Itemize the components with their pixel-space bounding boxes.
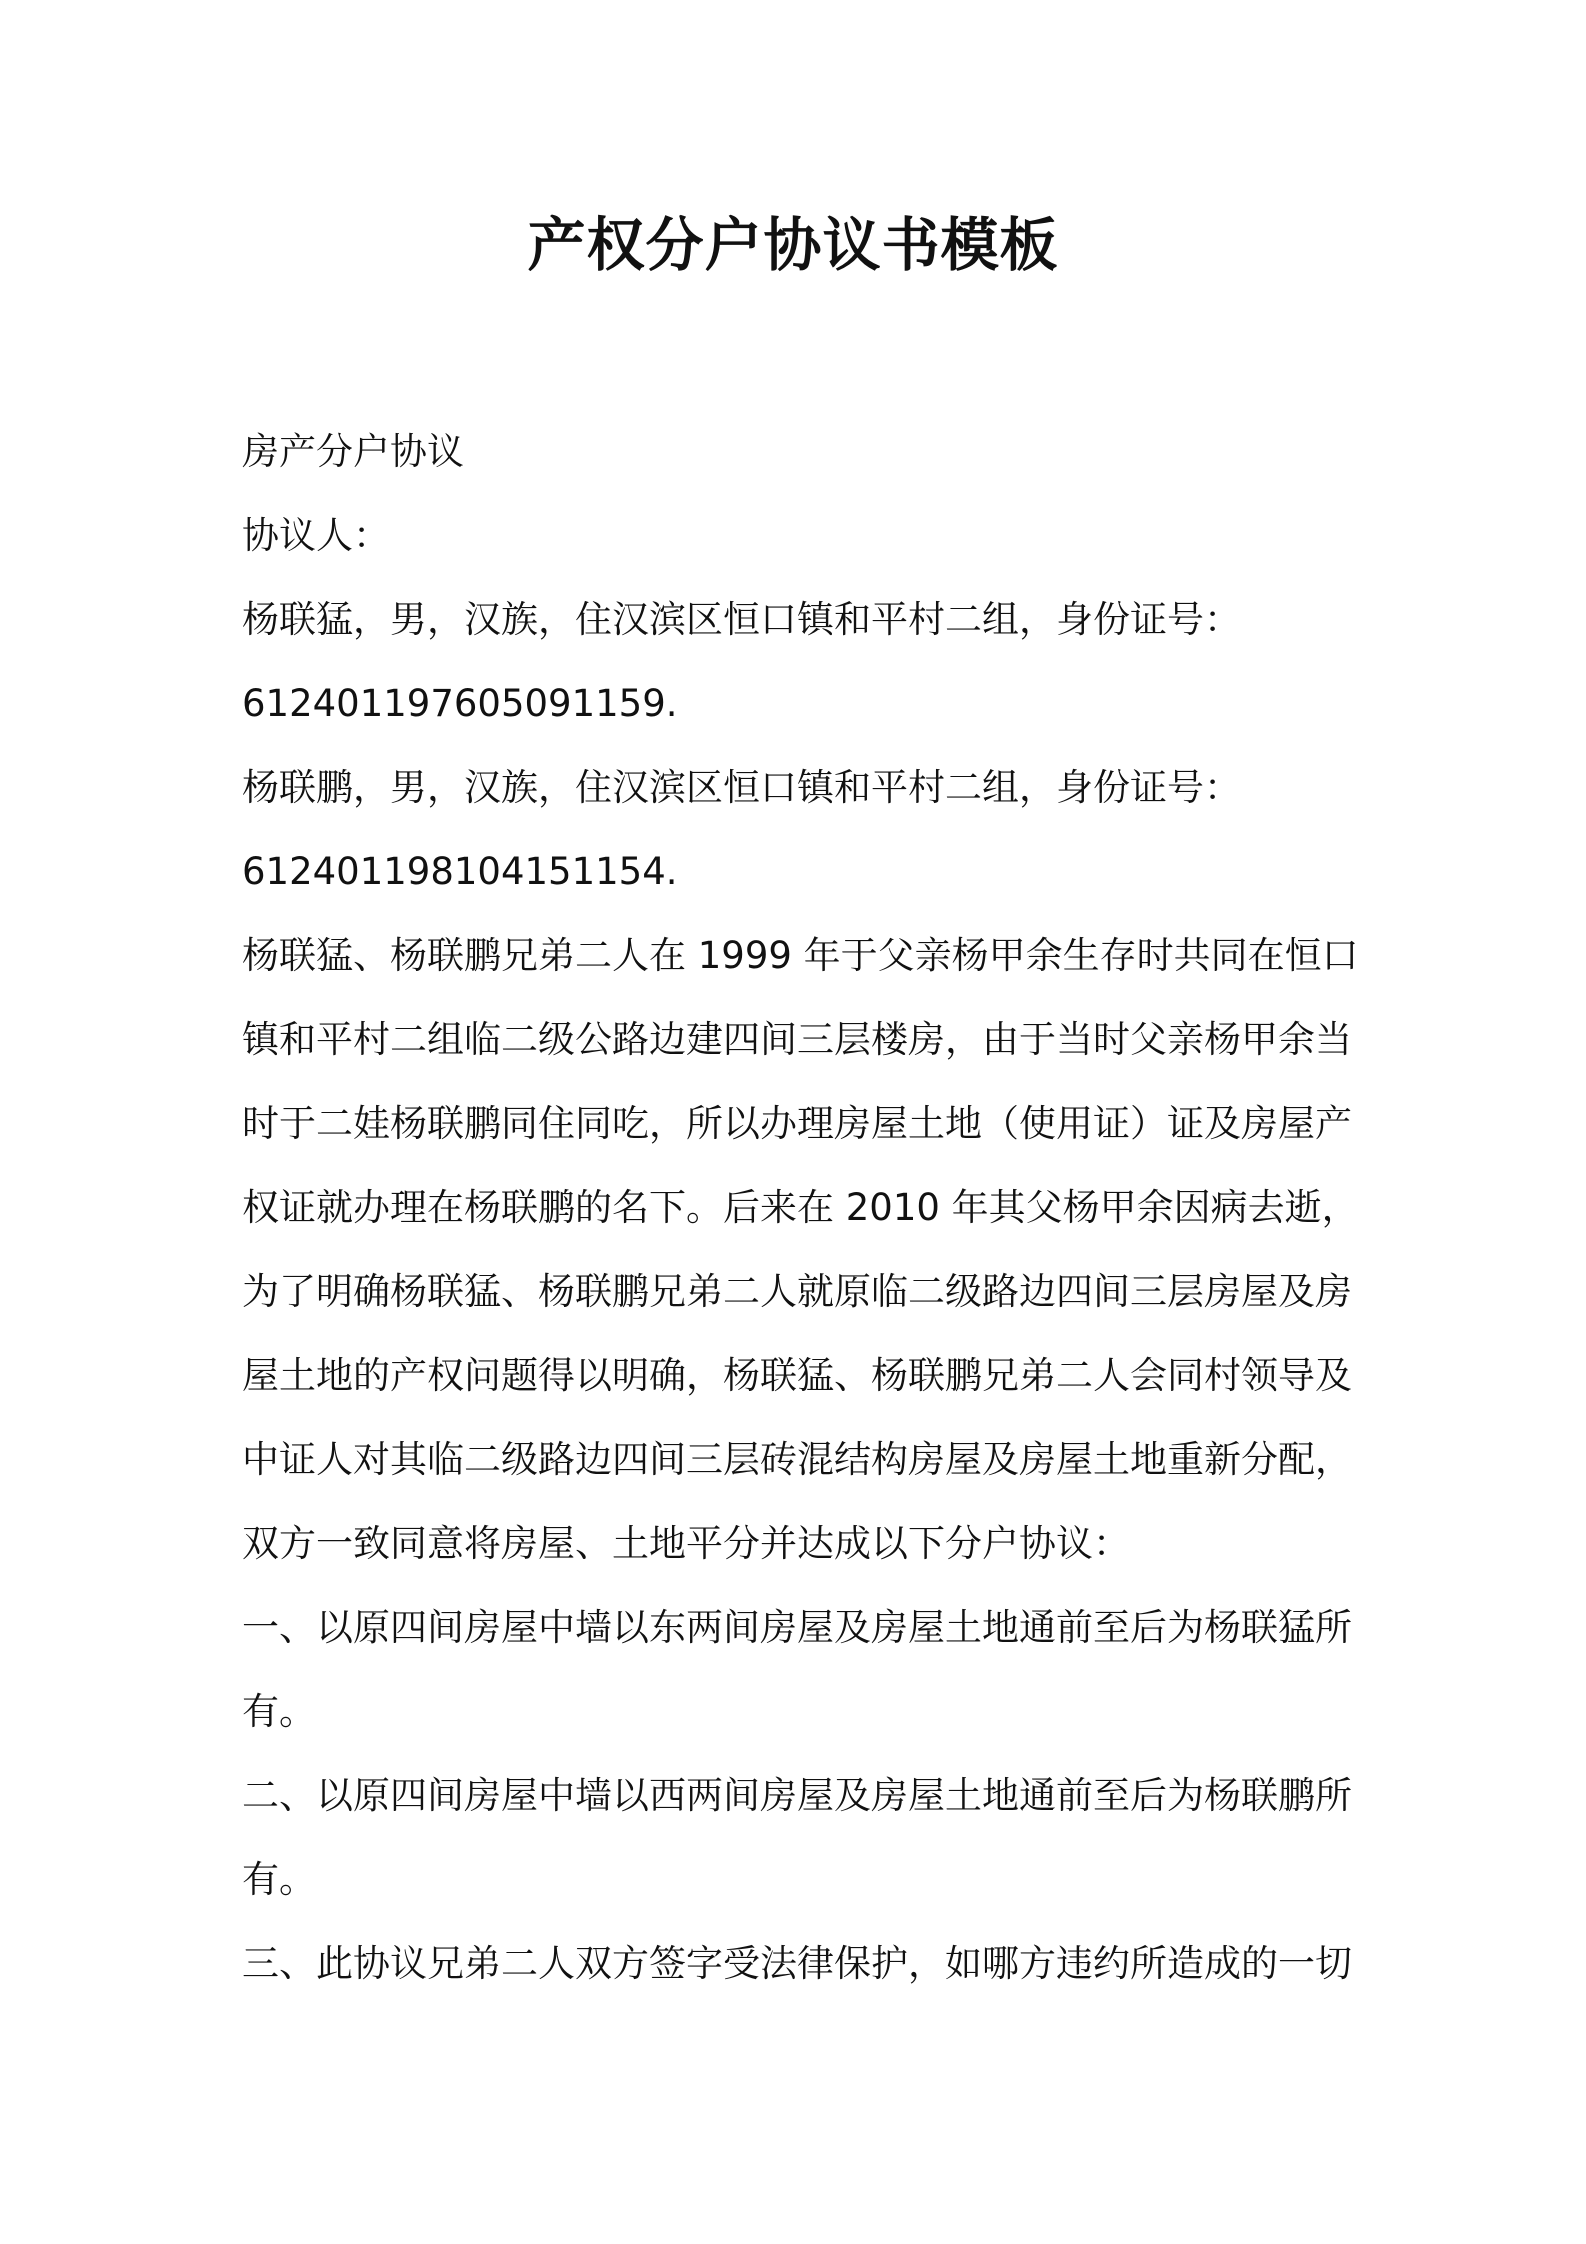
heading-agreement: 房产分户协议	[242, 430, 464, 473]
paragraph-line: 镇和平村二组临二级公路边建四间三层楼房，由于当时父亲杨甲余当	[242, 1018, 1352, 1061]
party-2-id-number: 612401198104151154.	[242, 850, 678, 893]
clause-1-continued: 有。	[242, 1690, 316, 1733]
clause-2: 二、以原四间房屋中墙以西两间房屋及房屋土地通前至后为杨联鹏所	[242, 1774, 1352, 1817]
parties-label: 协议人：	[242, 514, 390, 557]
party-1-id-number: 612401197605091159.	[242, 682, 678, 725]
paragraph-line: 时于二娃杨联鹏同住同吃，所以办理房屋土地（使用证）证及房屋产	[242, 1102, 1352, 1145]
clause-1: 一、以原四间房屋中墙以东两间房屋及房屋土地通前至后为杨联猛所	[242, 1606, 1352, 1649]
party-1-info: 杨联猛，男，汉族，住汉滨区恒口镇和平村二组，身份证号：	[242, 598, 1241, 641]
paragraph-line: 中证人对其临二级路边四间三层砖混结构房屋及房屋土地重新分配，	[242, 1438, 1352, 1481]
clause-2-continued: 有。	[242, 1858, 316, 1901]
paragraph-line: 权证就办理在杨联鹏的名下。后来在 2010 年其父杨甲余因病去逝，	[242, 1186, 1359, 1229]
clause-3: 三、此协议兄弟二人双方签字受法律保护，如哪方违约所造成的一切	[242, 1942, 1352, 1985]
paragraph-line: 双方一致同意将房屋、土地平分并达成以下分户协议：	[242, 1522, 1130, 1565]
paragraph-line: 杨联猛、杨联鹏兄弟二人在 1999 年于父亲杨甲余生存时共同在恒口	[242, 934, 1359, 977]
paragraph-line: 为了明确杨联猛、杨联鹏兄弟二人就原临二级路边四间三层房屋及房	[242, 1270, 1352, 1313]
party-2-info: 杨联鹏，男，汉族，住汉滨区恒口镇和平村二组，身份证号：	[242, 766, 1241, 809]
paragraph-line: 屋土地的产权问题得以明确，杨联猛、杨联鹏兄弟二人会同村领导及	[242, 1354, 1352, 1397]
document-title: 产权分户协议书模板	[527, 211, 1059, 279]
